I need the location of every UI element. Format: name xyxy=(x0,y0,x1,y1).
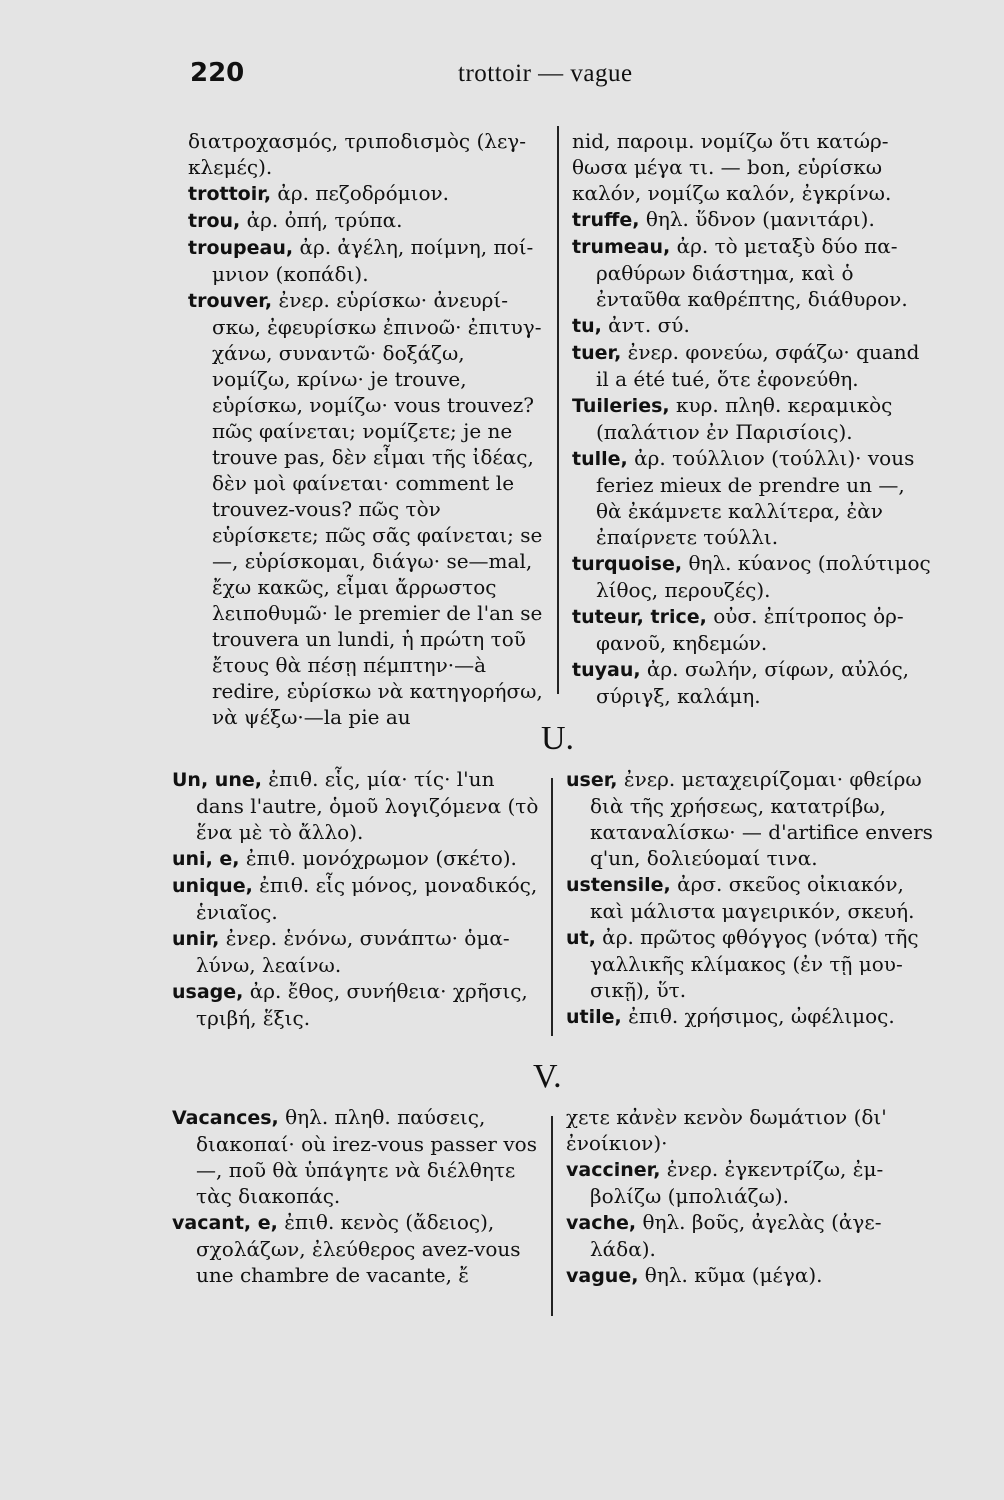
dictionary-entry xyxy=(572,339,934,392)
dictionary-entry xyxy=(188,207,545,234)
headword: truffe, xyxy=(572,209,640,231)
dictionary-entry xyxy=(572,656,934,709)
section-t-left-column xyxy=(188,128,545,730)
definition-text: ἀρ. πεζοδρόμιον. xyxy=(271,181,450,205)
definition-text: ἐνερ. εὑρίσκω· ἀνευρίσκω, ἐφευρίσκω ἐπινοῶ· ἐπιτυγχάνω, συναντῶ· δοξάζω, νομίζω, κρίνω· je trouve, εὑρίσκω, νομίζω· vous trouvez? πῶς φαίνεται; νομίζετε; je ne trouve pas, δὲν εἶμαι τῆς ἰδέας, δὲν μοὶ φαίνεται· comment le trouvez-vous? πῶς τὸν εὑρίσκετε; πῶς σᾶς φαίνεται; se —, εὑρίσκομαι, διάγω· se—mal, ἔχω κακῶς, εἶμαι ἄρρωστος λειποθυμῶ· le premier de l'an se trouvera un lundi, ἡ πρώτη τοῦ ἔτους θὰ πέσῃ πέμπτην·—à redire, εὑρίσκω νὰ κατηγορήσω, νὰ ψέξω·—la pie au xyxy=(212,288,543,729)
headword: Vacances, xyxy=(172,1107,279,1129)
column-divider xyxy=(551,1116,553,1316)
headword: user, xyxy=(566,769,618,791)
headword: vague, xyxy=(566,1265,639,1287)
dictionary-entry xyxy=(172,925,544,978)
dictionary-entry xyxy=(172,845,544,872)
dictionary-entry xyxy=(572,392,934,445)
headword: Un, une, xyxy=(172,769,262,791)
dictionary-entry xyxy=(566,871,936,924)
dictionary-entry xyxy=(188,180,545,207)
definition-text: ἐνερ. μεταχειρίζομαι· φθείρω διὰ τῆς χρήσεως, κατατρίβω, καταναλίσκω· — d'artifice envers q'un, δολιεύομαί τινα. xyxy=(590,767,933,870)
headword: usage, xyxy=(172,981,244,1003)
definition-text: ἐνερ. ἐγκεντρίζω, ἐμβολίζω (μπολιάζω). xyxy=(590,1157,884,1208)
headword: trumeau, xyxy=(572,236,671,258)
section-letter-v: V. xyxy=(533,1058,562,1095)
section-v-right-column xyxy=(566,1104,936,1289)
section-v-left-column xyxy=(172,1104,544,1288)
running-head: trottoir — vague xyxy=(458,60,633,87)
definition-text: θηλ. κῦμα (μέγα). xyxy=(638,1263,823,1287)
dictionary-entry xyxy=(566,1003,936,1030)
definition-text: ἐπιθ. εἷς μόνος, μοναδικός, ἑνιαῖος. xyxy=(196,873,538,924)
headword: tu, xyxy=(572,315,602,337)
dictionary-entry xyxy=(566,1262,936,1289)
definition-text: ἀρ. σωλήν, σίφων, αὐλός, σύριγξ, καλάμη. xyxy=(596,657,910,708)
dictionary-entry xyxy=(188,234,545,287)
dictionary-entry xyxy=(172,1209,544,1288)
headword: tuyau, xyxy=(572,659,641,681)
headword: uni, e, xyxy=(172,848,240,870)
dictionary-entry xyxy=(172,766,544,845)
section-u-left-column xyxy=(172,766,544,1031)
dictionary-entry xyxy=(572,603,934,656)
definition-text: ἀρ. τὸ μεταξὺ δύο παραθύρων διάστημα, καὶ ὁ ἐνταῦθα καθρέπτης, διάθυρον. xyxy=(596,234,908,311)
headword: Tuileries, xyxy=(572,395,670,417)
section-u-right-column xyxy=(566,766,936,1030)
dictionary-entry xyxy=(572,128,934,206)
definition-text: ἐνερ. φονεύω, σφάζω· quand il a été tué, ὅτε ἐφονεύθη. xyxy=(596,340,920,391)
definition-text: ἐπιθ. κενὸς (ἄδειος), σχολάζων, ἐλεύθερος avez-vous une chambre de vacante, ἔ xyxy=(196,1210,521,1287)
dictionary-entry xyxy=(172,978,544,1031)
definition-text: θηλ. ὕδνον (μανιτάρι). xyxy=(639,207,875,231)
dictionary-entry xyxy=(172,1104,544,1209)
dictionary-entry xyxy=(566,766,936,871)
headword: turquoise, xyxy=(572,553,683,575)
dictionary-entry xyxy=(566,1104,936,1156)
dictionary-entry xyxy=(566,1209,936,1262)
section-letter-u: U. xyxy=(541,720,575,757)
dictionary-entry xyxy=(572,550,934,603)
definition-text: ἀρ. ἀγέλη, ποίμνη, ποίμνιον (κοπάδι). xyxy=(212,235,534,286)
dictionary-entry xyxy=(572,445,934,550)
definition-text: οὐσ. ἐπίτροπος ὀρφανοῦ, κηδεμών. xyxy=(596,604,904,655)
dictionary-entry xyxy=(566,924,936,1003)
column-divider xyxy=(551,778,553,1036)
dictionary-entry xyxy=(188,287,545,730)
headword: tulle, xyxy=(572,448,628,470)
headword: utile, xyxy=(566,1006,622,1028)
dictionary-entry xyxy=(188,128,545,180)
dictionary-entry xyxy=(566,1156,936,1209)
definition-text: ἐπιθ. χρήσιμος, ὠφέλιμος. xyxy=(621,1004,895,1028)
page-number: 220 xyxy=(190,58,245,88)
definition-text: ἀρσ. σκεῦος οἰκιακόν, καὶ μάλιστα μαγειρικόν, σκευή. xyxy=(590,872,915,923)
headword: tuteur, trice, xyxy=(572,606,707,628)
definition-text: θηλ. βοῦς, ἀγελὰς (ἀγελάδα). xyxy=(590,1210,882,1261)
column-divider xyxy=(557,126,559,694)
definition-text: διατροχασμός, τριποδισμὸς (λεγκλεμές). xyxy=(188,129,527,179)
definition-text: ἐπιθ. μονόχρωμον (σκέτο). xyxy=(239,846,517,870)
definition-text: χετε κἀνὲν κενὸν δωμάτιον (δι' ἐνοίκιον)· xyxy=(566,1105,887,1155)
headword: vache, xyxy=(566,1212,637,1234)
definition-text: ἀρ. πρῶτος φθόγγος (νότα) τῆς γαλλικῆς κλίμακος (ἐν τῇ μουσικῇ), ὕτ. xyxy=(590,925,919,1002)
headword: vacciner, xyxy=(566,1159,661,1181)
definition-text: ἀρ. τούλλιον (τούλλι)· vous feriez mieux de prendre un —, θὰ ἐκάμνετε καλλίτερα, ἐὰν ἐπαίρνετε τούλλι. xyxy=(596,446,915,549)
headword: tuer, xyxy=(572,342,622,364)
dictionary-entry xyxy=(572,206,934,233)
headword: trou, xyxy=(188,210,241,232)
section-t-right-column xyxy=(572,128,934,709)
definition-text: ἀρ. ἔθος, συνήθεια· χρῆσις, τριβή, ἕξις. xyxy=(196,979,528,1030)
dictionary-entry xyxy=(172,872,544,925)
headword: trouver, xyxy=(188,290,273,312)
dictionary-entry xyxy=(572,312,934,339)
definition-text: ἀντ. σύ. xyxy=(601,313,690,337)
headword: ustensile, xyxy=(566,874,671,896)
page-header xyxy=(0,58,1004,94)
dictionary-entry xyxy=(572,233,934,312)
definition-text: θηλ. πληθ. παύσεις, διακοπαί· où irez-vous passer vos—, ποῦ θὰ ὑπάγητε νὰ διέλθητε τὰς διακοπάς. xyxy=(196,1105,537,1208)
definition-text: ἀρ. ὀπή, τρύπα. xyxy=(240,208,403,232)
definition-text: κυρ. πληθ. κεραμικὸς (παλάτιον ἐν Παρισίοις). xyxy=(596,393,893,444)
headword: unir, xyxy=(172,928,220,950)
headword: trottoir, xyxy=(188,183,272,205)
headword: ut, xyxy=(566,927,596,949)
headword: unique, xyxy=(172,875,253,897)
headword: vacant, e, xyxy=(172,1212,278,1234)
definition-text: nid, παροιμ. νομίζω ὅτι κατώρθωσα μέγα τι. — bon, εὑρίσκω καλόν, νομίζω καλόν, ἐγκρίνω. xyxy=(572,129,892,205)
definition-text: ἐπιθ. εἷς, μία· τίς· l'un dans l'autre, ὁμοῦ λογιζόμενα (τὸ ἕνα μὲ τὸ ἄλλο). xyxy=(196,767,539,844)
headword: troupeau, xyxy=(188,237,294,259)
definition-text: θηλ. κύανος (πολύτιμος λίθος, περουζές). xyxy=(596,551,931,602)
definition-text: ἐνερ. ἑνόνω, συνάπτω· ὁμαλύνω, λεαίνω. xyxy=(196,926,510,977)
